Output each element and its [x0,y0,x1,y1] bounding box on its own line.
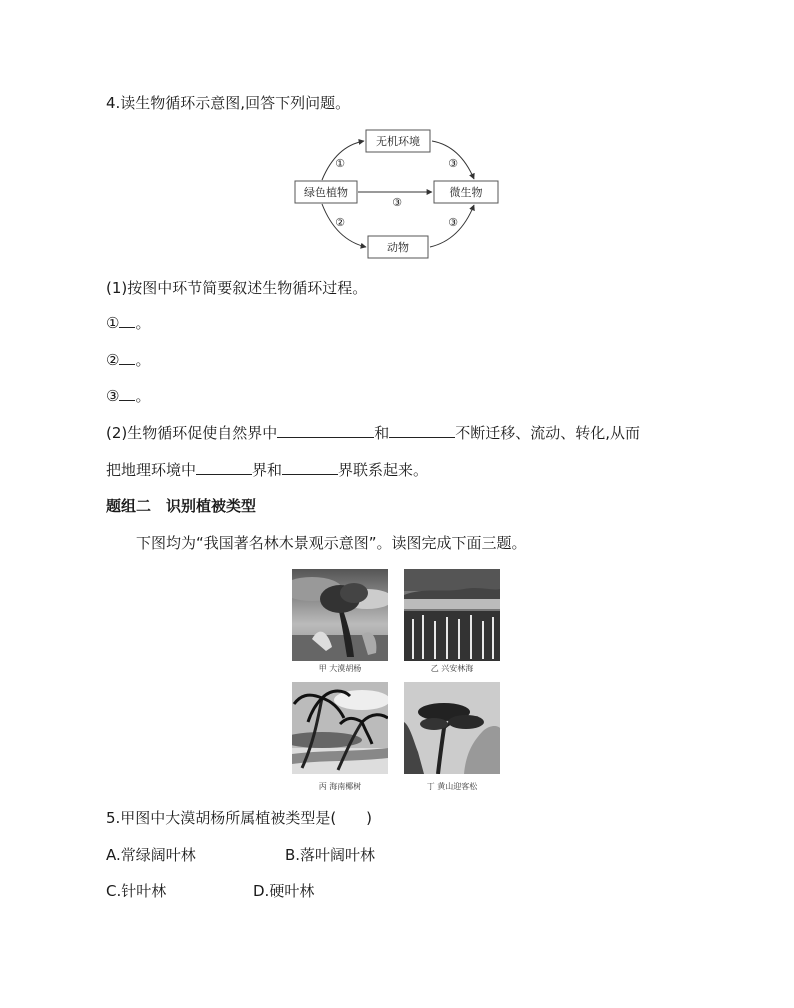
answer-blank-3[interactable] [119,386,135,401]
part2-text-d: 把地理环境中 [106,461,197,479]
photo-hainan-coconut [292,682,388,774]
part2-text-b: 和 [374,424,390,442]
q5-stem: 5.甲图中大漠胡杨所属植被类型是( ) [106,809,373,827]
answer-blank-1[interactable] [119,313,135,328]
item-marker-3: ③ [106,387,120,405]
photo-desert-poplar [292,569,388,661]
label-plants-to-inorganic: ① [335,157,345,170]
q5-option-d[interactable]: D.硬叶林 [253,882,315,900]
part2-text-c: 不断迁移、流动、转化,从而 [455,424,641,442]
node-animals: 动物 [387,241,409,254]
photo-huangshan-pine [404,682,500,774]
bio-cycle-diagram [290,128,510,264]
part2-blank-4[interactable] [282,460,338,475]
label-inorganic-to-microbes: ③ [448,157,458,170]
label-plants-to-microbes: ③ [392,196,402,209]
item-marker-2: ② [106,351,120,369]
caption-b: 乙 兴安林海 [430,664,474,673]
caption-c: 丙 海南椰树 [318,782,362,791]
q4-part2-line2 [106,460,428,480]
part2-blank-3[interactable] [196,460,252,475]
node-inorganic: 无机环境 [376,135,420,148]
q4-answer-1 [106,313,150,333]
group2-title: 题组二 识别植被类型 [106,497,257,515]
q5-option-c[interactable]: C.针叶林 [106,882,167,900]
group2-intro: 下图均为“我国著名林木景观示意图”。读图完成下面三题。 [136,534,527,552]
part2-blank-1[interactable] [277,423,374,438]
q5-option-b[interactable]: B.落叶阔叶林 [285,846,376,864]
q5-option-a[interactable]: A.常绿阔叶林 [106,846,196,864]
answer-blank-2[interactable] [119,350,135,365]
caption-d: 丁 黄山迎客松 [426,782,478,791]
node-microbes: 微生物 [449,186,483,199]
q4-answer-3 [106,386,150,406]
label-plants-to-animals: ② [335,216,345,229]
item-period-2: 。 [135,351,151,369]
part2-text-f: 界联系起来。 [338,461,429,479]
part2-text-a: (2)生物循环促使自然界中 [106,424,278,442]
label-animals-to-microbes: ③ [448,216,458,229]
caption-a: 甲 大漠胡杨 [318,664,362,673]
item-marker-1: ① [106,314,120,332]
item-period-1: 。 [135,314,151,332]
q4-part2-line1 [106,423,640,443]
item-period-3: 。 [135,387,151,405]
photo-xingan-forest [404,569,500,661]
q4-stem: 4.读生物循环示意图,回答下列问题。 [106,94,351,112]
part2-blank-2[interactable] [389,423,455,438]
node-plants: 绿色植物 [304,186,348,199]
q4-part1: (1)按图中环节简要叙述生物循环过程。 [106,279,368,297]
part2-text-e: 界和 [252,461,283,479]
q4-answer-2 [106,350,150,370]
